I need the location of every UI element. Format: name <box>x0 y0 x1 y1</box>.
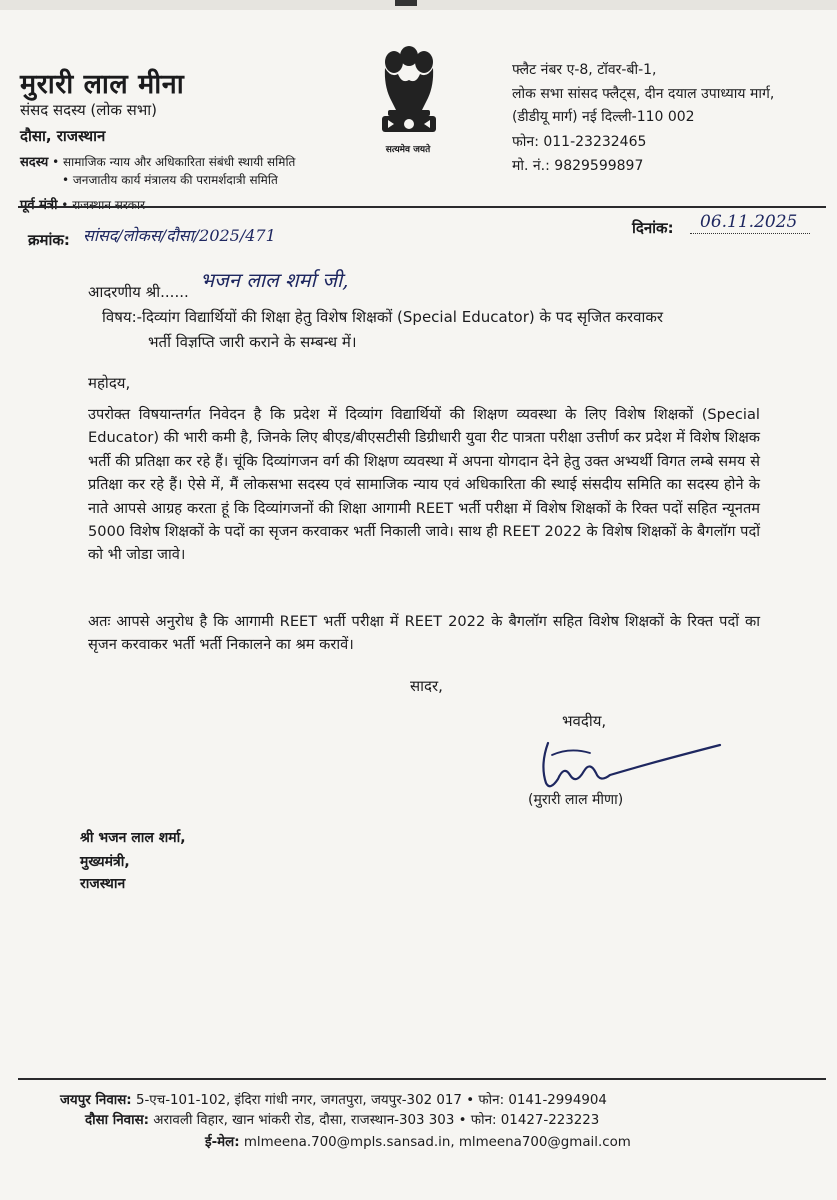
reference-label: क्रमांक: <box>28 231 70 249</box>
jaipur-label: जयपुर निवास: <box>60 1093 132 1108</box>
ex-minister-line <box>20 195 145 213</box>
member-label: सदस्य <box>20 155 49 170</box>
yours-faithfully: भवदीय, <box>562 712 607 730</box>
body-paragraph-1: उपरोक्त विषयान्तर्गत निवेदन है कि प्रदेश में दिव्यांग विद्यार्थियों की शिक्षण व्यवस्था के लिए विशेष शिक्षकों (Special Educator) की भारी कमी है, जिनके लिए बीएड/बीएसटीसी डिग्रीधारी युवा रीट पात्रता परीक्षा उत्तीर्ण कर प्रदेश में विशेष शिक्षक भर्ती की प्रतिक्षा कर रहे हैं। चूंकि दिव्यांगजन वर्ग की शिक्षण व्यवस्था में अपना योगदान देने हेतु उक्त अभ्यर्थी विगत लम्बे समय से प्रतिक्षा कर रहे हैं। ऐसे में, मैं लोकसभा सदस्य एवं सामाजिक न्याय एवं अधिकारिता की स्थाई संसदीय समिति का सदस्य होने के नाते आपसे आग्रह करता हूं कि दिव्यांगजनों की शिक्षा आगामी REET भर्ती परीक्षा में विशेष शिक्षकों के रिक्त पदों सहित न्यूनतम 5000 विशेष शिक्षकों के पदों का सृजन करवाकर भर्ती निकाली जावे। साथ ही REET 2022 के विशेष शिक्षकों के बैगलॉग पदों को भी जोडा जावे। <box>88 406 760 564</box>
national-emblem-icon <box>372 40 446 156</box>
jaipur-residence-line <box>60 1090 837 1108</box>
subject <box>102 305 762 355</box>
jaipur-phone: 0141-2994904 <box>508 1093 607 1108</box>
committee-1: • सामाजिक न्याय और अधिकारिता संबंधी स्थायी समिति <box>52 155 296 169</box>
addressee-name: श्री भजन लाल शर्मा, <box>80 830 186 846</box>
salutation-name: भजन लाल शर्मा जी, <box>200 268 349 292</box>
signatory-name: (मुरारी लाल मीणा) <box>528 792 624 808</box>
emblem-motto: सत्यमेव जयते <box>385 145 431 155</box>
sender-name: मुरारी लाल मीना <box>20 69 185 100</box>
date-value: 06.11.2025 <box>700 212 798 232</box>
jaipur-phone-label: • फोन: <box>466 1093 505 1108</box>
addressee-state: राजस्थान <box>80 876 126 892</box>
body-paragraph-2: अतः आपसे अनुरोध है कि आगामी REET भर्ती परीक्षा में REET 2022 के बैगलॉग सहित विशेष शिक्षकों के रिक्त पदों का सृजन करवाकर भर्ती भर्ती निकालने का श्रम करावें। <box>88 613 760 654</box>
dausa-phone: 01427-223223 <box>500 1113 600 1128</box>
sender-constituency: दौसा, राजस्थान <box>20 127 106 145</box>
dausa-phone-label: • फोन: <box>458 1113 497 1128</box>
reference-number: सांसद/लोकस/दौसा/2025/471 <box>83 226 276 245</box>
ex-minister-value: • राजस्थान सरकार <box>61 198 146 212</box>
date-dotted-line <box>690 233 810 234</box>
sender-role: संसद सदस्य (लोक सभा) <box>20 101 158 119</box>
delhi-address-line-2: लोक सभा सांसद फ्लैट्स, दीन दयाल उपाध्याय मार्ग, <box>512 86 775 102</box>
addressee-title: मुख्यमंत्री, <box>80 854 130 870</box>
email-line <box>205 1132 805 1150</box>
date-label: दिनांक: <box>632 219 674 237</box>
closing: सादर, <box>410 677 443 695</box>
salutation-label: आदरणीय श्री...... <box>88 283 189 301</box>
email-label: ई-मेल: <box>205 1135 240 1150</box>
subject-line-1: विषय:-दिव्यांग विद्यार्थियों की शिक्षा हेतु विशेष शिक्षकों (Special Educator) के पद सृजित करवाकर <box>102 308 664 326</box>
mobile-number: मो. नं.: 9829599897 <box>512 158 644 174</box>
delhi-address-line-3: (डीडीयू मार्ग) नई दिल्ली-110 002 <box>512 109 695 125</box>
dausa-residence-line <box>85 1110 837 1128</box>
dausa-label: दौसा निवास: <box>85 1113 149 1128</box>
subject-line-2: भर्ती विज्ञप्ति जारी कराने के सम्बन्ध में। <box>148 333 357 351</box>
ex-minister-label: पूर्व मंत्री <box>20 198 58 213</box>
committee-2: • जनजातीय कार्य मंत्रालय की परामर्शदात्री समिति <box>62 173 278 187</box>
delhi-phone: फोन: 011-23232465 <box>512 134 647 150</box>
delhi-address-line-1: फ्लैट नंबर ए-8, टॉवर-बी-1, <box>512 62 657 78</box>
greeting: महोदय, <box>88 374 131 392</box>
jaipur-address: 5-एच-101-102, इंदिरा गांधी नगर, जगतपुरा, जयपुर-302 017 <box>135 1093 462 1108</box>
header-divider <box>18 206 826 208</box>
committee-line-1 <box>20 152 295 170</box>
email-addresses: mlmeena.700@mpls.sansad.in, mlmeena700@gmail.com <box>243 1135 631 1150</box>
footer-divider <box>18 1078 826 1080</box>
scan-top-edge <box>0 0 837 10</box>
signature <box>530 735 730 795</box>
dausa-address: अरावली विहार, खान भांकरी रोड, दौसा, राजस्थान-303 303 <box>153 1113 455 1128</box>
